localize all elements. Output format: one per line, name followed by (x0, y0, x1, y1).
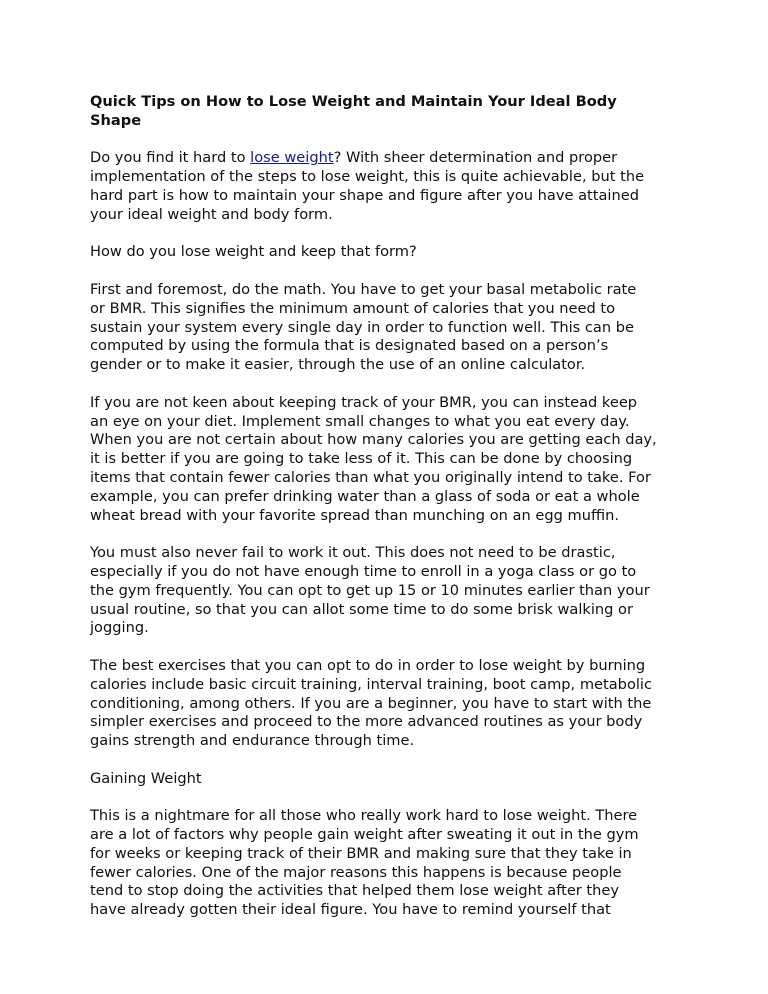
body-paragraph (90, 657, 710, 751)
paragraph-line: usual routine, so that you can allot some time to do some brisk walking or (90, 600, 633, 618)
paragraph-line: computed by using the formula that is designated based on a person’s (90, 337, 609, 355)
paragraph-line: gains strength and endurance through time. (90, 732, 415, 750)
lose-weight-link[interactable]: lose weight (250, 149, 334, 167)
paragraph-line: fewer calories. One of the major reasons this happens is because people (90, 863, 622, 881)
paragraph-line: the gym frequently. You can opt to get up 15 or 10 minutes earlier than your (90, 581, 650, 599)
paragraph-line: How do you lose weight and keep that form? (90, 243, 417, 261)
paragraph-line: especially if you do not have enough time to enroll in a yoga class or go to (90, 562, 637, 580)
paragraph-line: First and foremost, do the math. You have to get your basal metabolic rate (90, 280, 637, 298)
paragraph-line: calories include basic circuit training, interval training, boot camp, metabolic (90, 675, 653, 693)
intro-text: Do you find it hard to (90, 149, 251, 167)
paragraph-line: You must also never fail to work it out. This does not need to be drastic, (90, 544, 616, 562)
paragraph-line (90, 149, 710, 168)
title-line: Quick Tips on How to Lose Weight and Maintain Your Ideal Body (90, 93, 617, 110)
body-paragraphs (90, 243, 710, 920)
paragraph-line: simpler exercises and proceed to the more advanced routines as your body (90, 713, 643, 731)
paragraph-line: sustain your system every single day in order to function well. This can be (90, 318, 635, 336)
paragraph-line: hard part is how to maintain your shape and figure after you have attained (90, 186, 639, 204)
paragraph-line: jogging. (90, 619, 149, 637)
paragraph-line: have already gotten their ideal figure. You have to remind yourself that (90, 901, 611, 919)
paragraph-line: your ideal weight and body form. (90, 205, 333, 223)
paragraph-line: wheat bread with your favorite spread than munching on an egg muffin. (90, 506, 619, 524)
paragraph-line: conditioning, among others. If you are a beginner, you have to start with the (90, 694, 652, 712)
paragraph-line: are a lot of factors why people gain weight after sweating it out in the gym (90, 826, 639, 844)
document-title (90, 93, 710, 131)
section-heading-paragraph (90, 770, 710, 789)
intro-text: ? With sheer determination and proper (333, 149, 618, 167)
paragraph-line: items that contain fewer calories than what you originally intend to take. For (90, 468, 651, 486)
body-paragraph (90, 281, 710, 375)
paragraph-line: Gaining Weight (90, 769, 202, 787)
section-heading-paragraph (90, 243, 710, 262)
document-page (90, 93, 710, 939)
paragraph-line: If you are not keen about keeping track of your BMR, you can instead keep (90, 393, 638, 411)
body-paragraph (90, 394, 710, 526)
paragraph-line: When you are not certain about how many calories you are getting each day, (90, 431, 657, 449)
paragraph-line: or BMR. This signifies the minimum amount of calories that you need to (90, 299, 616, 317)
body-paragraph (90, 807, 710, 920)
title-line: Shape (90, 111, 142, 129)
paragraph-line: The best exercises that you can opt to do in order to lose weight by burning (90, 656, 646, 674)
paragraph-line: This is a nightmare for all those who really work hard to lose weight. There (90, 807, 638, 825)
paragraph-line: it is better if you are going to take less of it. This can be done by choosing (90, 450, 633, 468)
paragraph-line: gender or to make it easier, through the use of an online calculator. (90, 356, 586, 374)
paragraph-line: for weeks or keeping track of their BMR and making sure that they take in (90, 844, 632, 862)
intro-paragraph (90, 149, 710, 224)
paragraph-line: implementation of the steps to lose weight, this is quite achievable, but the (90, 168, 645, 186)
paragraph-line: an eye on your diet. Implement small changes to what you eat every day. (90, 412, 630, 430)
paragraph-line: tend to stop doing the activities that helped them lose weight after they (90, 882, 620, 900)
body-paragraph (90, 544, 710, 638)
paragraph-line: example, you can prefer drinking water than a glass of soda or eat a whole (90, 487, 640, 505)
